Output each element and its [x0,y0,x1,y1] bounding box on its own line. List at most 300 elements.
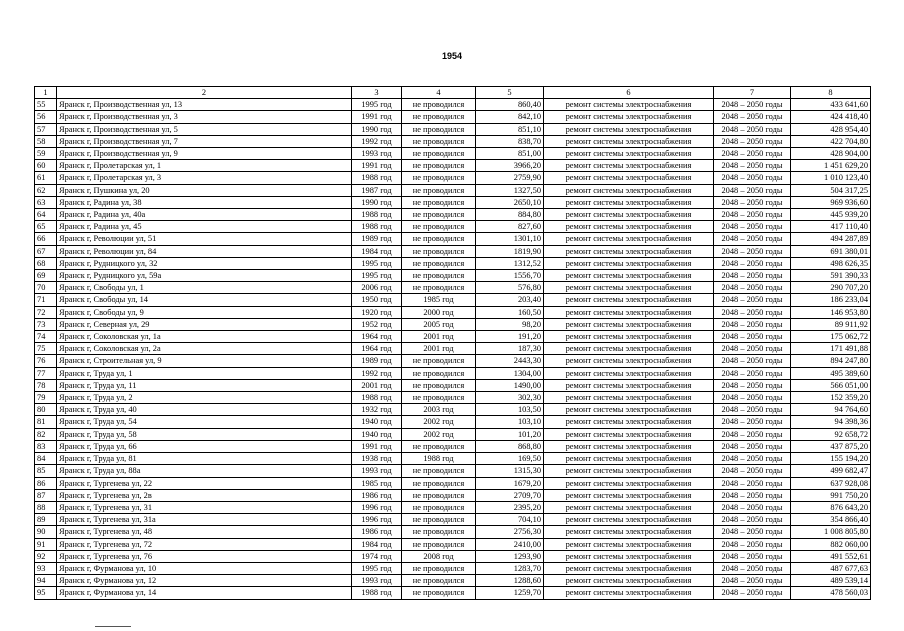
table-row [35,355,871,367]
area-cell: 103,50 [476,404,544,416]
address-cell: Яранск г, Труда ул, 66 [57,440,352,452]
row-number: 65 [35,221,57,233]
area-cell: 576,80 [476,282,544,294]
build-year-cell: 1984 год [352,245,402,257]
row-number: 63 [35,196,57,208]
last-repair-cell: не проводился [402,257,476,269]
work-type-cell: ремонт системы электроснабжения [544,526,714,538]
table-row [35,148,871,160]
period-cell: 2048 – 2050 годы [714,318,791,330]
build-year-cell: 1952 год [352,318,402,330]
area-cell: 2759,90 [476,172,544,184]
table-row [35,209,871,221]
period-cell: 2048 – 2050 годы [714,355,791,367]
cost-cell: 876 643,20 [791,501,871,513]
table-row [35,575,871,587]
last-repair-cell: не проводился [402,489,476,501]
cost-cell: 89 911,92 [791,318,871,330]
table-row [35,282,871,294]
area-cell: 2410,00 [476,538,544,550]
build-year-cell: 1985 год [352,477,402,489]
cost-cell: 478 560,03 [791,587,871,599]
capital-repair-table [34,86,871,600]
build-year-cell: 1950 год [352,294,402,306]
area-cell: 1327,50 [476,184,544,196]
row-number: 58 [35,135,57,147]
last-repair-cell: не проводился [402,575,476,587]
area-cell: 302,30 [476,392,544,404]
last-repair-cell: не проводился [402,562,476,574]
table-row [35,111,871,123]
work-type-cell: ремонт системы электроснабжения [544,245,714,257]
work-type-cell: ремонт системы электроснабжения [544,587,714,599]
build-year-cell: 1964 год [352,343,402,355]
row-number: 88 [35,501,57,513]
period-cell: 2048 – 2050 годы [714,160,791,172]
period-cell: 2048 – 2050 годы [714,270,791,282]
area-cell: 2756,30 [476,526,544,538]
area-cell: 827,60 [476,221,544,233]
row-number: 93 [35,562,57,574]
address-cell: Яранск г, Свободы ул, 9 [57,306,352,318]
row-number: 56 [35,111,57,123]
column-header: 4 [402,87,476,99]
table-row [35,392,871,404]
address-cell: Яранск г, Труда ул, 54 [57,416,352,428]
work-type-cell: ремонт системы электроснабжения [544,148,714,160]
build-year-cell: 1991 год [352,440,402,452]
work-type-cell: ремонт системы электроснабжения [544,550,714,562]
address-cell: Яранск г, Производственная ул, 9 [57,148,352,160]
last-repair-cell: 2003 год [402,404,476,416]
row-number: 87 [35,489,57,501]
last-repair-cell: не проводился [402,270,476,282]
period-cell: 2048 – 2050 годы [714,587,791,599]
period-cell: 2048 – 2050 годы [714,416,791,428]
area-cell: 851,10 [476,123,544,135]
period-cell: 2048 – 2050 годы [714,501,791,513]
table-row [35,245,871,257]
address-cell: Яранск г, Соколовская ул, 2а [57,343,352,355]
work-type-cell: ремонт системы электроснабжения [544,294,714,306]
row-number: 67 [35,245,57,257]
period-cell: 2048 – 2050 годы [714,526,791,538]
address-cell: Яранск г, Фурманова ул, 10 [57,562,352,574]
row-number: 55 [35,99,57,111]
table-row [35,550,871,562]
row-number: 74 [35,331,57,343]
table-row [35,343,871,355]
cost-cell: 354 866,40 [791,514,871,526]
last-repair-cell: 2001 год [402,343,476,355]
period-cell: 2048 – 2050 годы [714,343,791,355]
build-year-cell: 1932 год [352,404,402,416]
last-repair-cell: не проводился [402,135,476,147]
address-cell: Яранск г, Радина ул, 38 [57,196,352,208]
table-row [35,404,871,416]
build-year-cell: 1993 год [352,148,402,160]
cost-cell: 495 389,60 [791,367,871,379]
period-cell: 2048 – 2050 годы [714,196,791,208]
area-cell: 851,00 [476,148,544,160]
row-number: 90 [35,526,57,538]
period-cell: 2048 – 2050 годы [714,440,791,452]
table-row [35,526,871,538]
work-type-cell: ремонт системы электроснабжения [544,404,714,416]
last-repair-cell: 1985 год [402,294,476,306]
last-repair-cell: не проводился [402,379,476,391]
last-repair-cell: 2002 год [402,416,476,428]
cost-cell: 186 233,04 [791,294,871,306]
table-row [35,270,871,282]
row-number: 75 [35,343,57,355]
cost-cell: 1 451 629,20 [791,160,871,172]
table-row [35,184,871,196]
period-cell: 2048 – 2050 годы [714,99,791,111]
cost-cell: 146 953,80 [791,306,871,318]
area-cell: 884,80 [476,209,544,221]
address-cell: Яранск г, Революции ул, 51 [57,233,352,245]
cost-cell: 969 936,60 [791,196,871,208]
build-year-cell: 1964 год [352,331,402,343]
build-year-cell: 1987 год [352,184,402,196]
period-cell: 2048 – 2050 годы [714,245,791,257]
period-cell: 2048 – 2050 годы [714,538,791,550]
work-type-cell: ремонт системы электроснабжения [544,355,714,367]
build-year-cell: 1993 год [352,575,402,587]
period-cell: 2048 – 2050 годы [714,233,791,245]
last-repair-cell: не проводился [402,196,476,208]
column-header: 1 [35,87,57,99]
period-cell: 2048 – 2050 годы [714,379,791,391]
address-cell: Яранск г, Производственная ул, 13 [57,99,352,111]
work-type-cell: ремонт системы электроснабжения [544,575,714,587]
work-type-cell: ремонт системы электроснабжения [544,453,714,465]
period-cell: 2048 – 2050 годы [714,148,791,160]
area-cell: 704,10 [476,514,544,526]
address-cell: Яранск г, Тургенева ул, 48 [57,526,352,538]
build-year-cell: 1988 год [352,221,402,233]
area-cell: 1315,30 [476,465,544,477]
last-repair-cell: не проводился [402,587,476,599]
work-type-cell: ремонт системы электроснабжения [544,489,714,501]
area-cell: 103,10 [476,416,544,428]
build-year-cell: 1940 год [352,428,402,440]
row-number: 68 [35,257,57,269]
table-row [35,233,871,245]
last-repair-cell: не проводился [402,282,476,294]
row-number: 59 [35,148,57,160]
period-cell: 2048 – 2050 годы [714,331,791,343]
address-cell: Яранск г, Тургенева ул, 2в [57,489,352,501]
address-cell: Яранск г, Тургенева ул, 76 [57,550,352,562]
build-year-cell: 1989 год [352,355,402,367]
build-year-cell: 1990 год [352,123,402,135]
area-cell: 1556,70 [476,270,544,282]
row-number: 61 [35,172,57,184]
period-cell: 2048 – 2050 годы [714,306,791,318]
table-row [35,514,871,526]
cost-cell: 504 317,25 [791,184,871,196]
work-type-cell: ремонт системы электроснабжения [544,306,714,318]
row-number: 81 [35,416,57,428]
build-year-cell: 1940 год [352,416,402,428]
build-year-cell: 1995 год [352,270,402,282]
build-year-cell: 1984 год [352,538,402,550]
cost-cell: 290 707,20 [791,282,871,294]
period-cell: 2048 – 2050 годы [714,257,791,269]
cost-cell: 894 247,80 [791,355,871,367]
area-cell: 160,50 [476,306,544,318]
row-number: 70 [35,282,57,294]
work-type-cell: ремонт системы электроснабжения [544,184,714,196]
area-cell: 1679,20 [476,477,544,489]
area-cell: 203,40 [476,294,544,306]
cost-cell: 94 398,36 [791,416,871,428]
cost-cell: 94 764,60 [791,404,871,416]
table-row [35,428,871,440]
cost-cell: 1 008 805,80 [791,526,871,538]
cost-cell: 155 194,20 [791,453,871,465]
address-cell: Яранск г, Пролетарская ул, 1 [57,160,352,172]
build-year-cell: 1993 год [352,465,402,477]
period-cell: 2048 – 2050 годы [714,562,791,574]
work-type-cell: ремонт системы электроснабжения [544,282,714,294]
row-number: 91 [35,538,57,550]
address-cell: Яранск г, Производственная ул, 5 [57,123,352,135]
build-year-cell: 1988 год [352,587,402,599]
build-year-cell: 1920 год [352,306,402,318]
build-year-cell: 1996 год [352,501,402,513]
row-number: 83 [35,440,57,452]
area-cell: 860,40 [476,99,544,111]
area-cell: 3966,20 [476,160,544,172]
row-number: 94 [35,575,57,587]
area-cell: 1283,70 [476,562,544,574]
address-cell: Яранск г, Труда ул, 40 [57,404,352,416]
address-cell: Яранск г, Труда ул, 11 [57,379,352,391]
address-cell: Яранск г, Тургенева ул, 31а [57,514,352,526]
last-repair-cell: не проводился [402,355,476,367]
table-row [35,489,871,501]
address-cell: Яранск г, Труда ул, 58 [57,428,352,440]
address-cell: Яранск г, Производственная ул, 3 [57,111,352,123]
table-row [35,453,871,465]
period-cell: 2048 – 2050 годы [714,453,791,465]
address-cell: Яранск г, Революции ул, 84 [57,245,352,257]
cost-cell: 417 110,40 [791,221,871,233]
cost-cell: 152 359,20 [791,392,871,404]
table-row [35,538,871,550]
row-number: 77 [35,367,57,379]
address-cell: Яранск г, Труда ул, 88а [57,465,352,477]
cost-cell: 691 380,01 [791,245,871,257]
address-cell: Яранск г, Труда ул, 1 [57,367,352,379]
area-cell: 2650,10 [476,196,544,208]
build-year-cell: 1938 год [352,453,402,465]
address-cell: Яранск г, Производственная ул, 7 [57,135,352,147]
work-type-cell: ремонт системы электроснабжения [544,233,714,245]
work-type-cell: ремонт системы электроснабжения [544,99,714,111]
work-type-cell: ремонт системы электроснабжения [544,111,714,123]
row-number: 73 [35,318,57,330]
period-cell: 2048 – 2050 годы [714,184,791,196]
address-cell: Яранск г, Северная ул, 29 [57,318,352,330]
cost-cell: 489 539,14 [791,575,871,587]
work-type-cell: ремонт системы электроснабжения [544,392,714,404]
table-row [35,318,871,330]
period-cell: 2048 – 2050 годы [714,221,791,233]
area-cell: 842,10 [476,111,544,123]
build-year-cell: 1989 год [352,233,402,245]
area-cell: 2395,20 [476,501,544,513]
build-year-cell: 1991 год [352,160,402,172]
work-type-cell: ремонт системы электроснабжения [544,428,714,440]
area-cell: 191,20 [476,331,544,343]
row-number: 57 [35,123,57,135]
period-cell: 2048 – 2050 годы [714,465,791,477]
area-cell: 2443,30 [476,355,544,367]
period-cell: 2048 – 2050 годы [714,489,791,501]
last-repair-cell: не проводился [402,392,476,404]
address-cell: Яранск г, Труда ул, 2 [57,392,352,404]
table-row [35,331,871,343]
work-type-cell: ремонт системы электроснабжения [544,160,714,172]
address-cell: Яранск г, Соколовская ул, 1а [57,331,352,343]
work-type-cell: ремонт системы электроснабжения [544,221,714,233]
address-cell: Яранск г, Пролетарская ул, 3 [57,172,352,184]
build-year-cell: 1995 год [352,99,402,111]
cost-cell: 422 704,80 [791,135,871,147]
build-year-cell: 1988 год [352,172,402,184]
table-row [35,294,871,306]
table-row [35,367,871,379]
work-type-cell: ремонт системы электроснабжения [544,172,714,184]
cost-cell: 882 060,00 [791,538,871,550]
row-number: 84 [35,453,57,465]
column-header: 3 [352,87,402,99]
last-repair-cell: 2005 год [402,318,476,330]
work-type-cell: ремонт системы электроснабжения [544,562,714,574]
column-header: 2 [57,87,352,99]
work-type-cell: ремонт системы электроснабжения [544,379,714,391]
footer-mark [95,626,131,627]
last-repair-cell: не проводился [402,184,476,196]
address-cell: Яранск г, Тургенева ул, 31 [57,501,352,513]
table-row [35,477,871,489]
address-cell: Яранск г, Пушкина ул, 20 [57,184,352,196]
last-repair-cell: 2001 год [402,331,476,343]
period-cell: 2048 – 2050 годы [714,404,791,416]
row-number: 64 [35,209,57,221]
build-year-cell: 1996 год [352,514,402,526]
build-year-cell: 1986 год [352,526,402,538]
cost-cell: 428 954,40 [791,123,871,135]
work-type-cell: ремонт системы электроснабжения [544,538,714,550]
work-type-cell: ремонт системы электроснабжения [544,416,714,428]
area-cell: 101,20 [476,428,544,440]
work-type-cell: ремонт системы электроснабжения [544,367,714,379]
last-repair-cell: не проводился [402,526,476,538]
table-row [35,196,871,208]
cost-cell: 566 051,00 [791,379,871,391]
last-repair-cell: не проводился [402,538,476,550]
period-cell: 2048 – 2050 годы [714,209,791,221]
build-year-cell: 2006 год [352,282,402,294]
table-row [35,99,871,111]
column-header: 7 [714,87,791,99]
cost-cell: 175 062,72 [791,331,871,343]
work-type-cell: ремонт системы электроснабжения [544,257,714,269]
work-type-cell: ремонт системы электроснабжения [544,331,714,343]
period-cell: 2048 – 2050 годы [714,367,791,379]
row-number: 79 [35,392,57,404]
address-cell: Яранск г, Тургенева ул, 22 [57,477,352,489]
build-year-cell: 1995 год [352,257,402,269]
area-cell: 1819,90 [476,245,544,257]
column-header: 6 [544,87,714,99]
cost-cell: 499 682,47 [791,465,871,477]
period-cell: 2048 – 2050 годы [714,550,791,562]
area-cell: 187,30 [476,343,544,355]
row-number: 80 [35,404,57,416]
page-number: 1954 [441,51,463,61]
row-number: 89 [35,514,57,526]
table-row [35,501,871,513]
period-cell: 2048 – 2050 годы [714,294,791,306]
column-header: 5 [476,87,544,99]
period-cell: 2048 – 2050 годы [714,477,791,489]
last-repair-cell: 2008 год [402,550,476,562]
area-cell: 98,20 [476,318,544,330]
table-row [35,221,871,233]
cost-cell: 92 658,72 [791,428,871,440]
area-cell: 1288,60 [476,575,544,587]
row-number: 60 [35,160,57,172]
last-repair-cell: не проводился [402,501,476,513]
address-cell: Яранск г, Тургенева ул, 72 [57,538,352,550]
build-year-cell: 1988 год [352,209,402,221]
cost-cell: 491 552,61 [791,550,871,562]
table-row [35,379,871,391]
build-year-cell: 1986 год [352,489,402,501]
period-cell: 2048 – 2050 годы [714,111,791,123]
last-repair-cell: не проводился [402,367,476,379]
row-number: 66 [35,233,57,245]
address-cell: Яранск г, Радина ул, 40а [57,209,352,221]
row-number: 85 [35,465,57,477]
table-row [35,257,871,269]
table-row [35,440,871,452]
build-year-cell: 1992 год [352,367,402,379]
table-row [35,135,871,147]
area-cell: 2709,70 [476,489,544,501]
area-cell: 1301,10 [476,233,544,245]
last-repair-cell: не проводился [402,148,476,160]
last-repair-cell: не проводился [402,172,476,184]
row-number: 76 [35,355,57,367]
period-cell: 2048 – 2050 годы [714,282,791,294]
row-number: 62 [35,184,57,196]
period-cell: 2048 – 2050 годы [714,392,791,404]
period-cell: 2048 – 2050 годы [714,428,791,440]
table-row [35,172,871,184]
work-type-cell: ремонт системы электроснабжения [544,209,714,221]
last-repair-cell: не проводился [402,245,476,257]
address-cell: Яранск г, Свободы ул, 14 [57,294,352,306]
table-row [35,160,871,172]
last-repair-cell: 2000 год [402,306,476,318]
